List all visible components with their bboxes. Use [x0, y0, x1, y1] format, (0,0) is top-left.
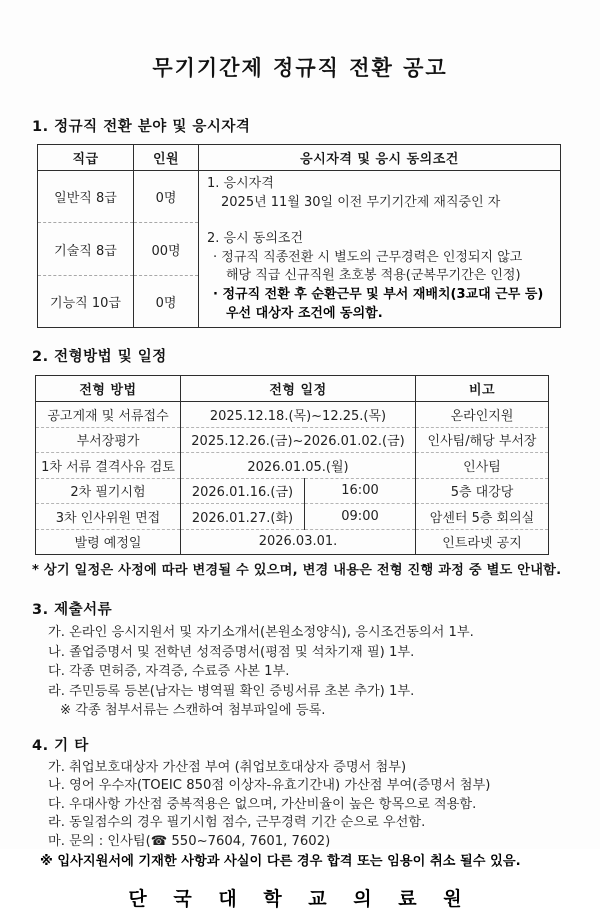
condition-line: 1. 응시자격 — [207, 176, 274, 191]
schedule-change-note: * 상기 일정은 사정에 따라 변경될 수 있으며, 변경 내용은 전형 진행 과정 중 별도 안내함. — [32, 563, 562, 579]
list-item: 나. 졸업증명서 및 전학년 성적증명서(평점 및 석차기재 필) 1부. — [48, 644, 415, 660]
table2-method-4: 3차 인사위원 면접 — [36, 504, 181, 530]
table2-note-0: 온라인지원 — [416, 402, 549, 428]
disqualification-note: ※ 입사지원서에 기재한 사항과 사실이 다른 경우 합격 또는 임용이 취소 될수 있음. — [40, 853, 521, 869]
list-item: 라. 주민등록 등본(남자는 병역필 확인 증빙서류 초본 추가) 1부. — [48, 683, 415, 699]
table2-header-note: 비고 — [416, 376, 549, 402]
table1-count-0: 0명 — [134, 171, 199, 223]
submission-documents-list — [48, 623, 600, 721]
table2-note-1: 인사팀/해당 부서장 — [416, 427, 549, 453]
table1-grade-2: 기능직 10급 — [38, 275, 134, 327]
list-item: 마. 문의 : 인사팀(☎ 550~7604, 7601, 7602) — [48, 834, 331, 850]
table2-method-1: 부서장평가 — [36, 427, 181, 453]
table2-schedule-3: 2026.01.16.(금) — [181, 478, 305, 504]
condition-line: 우선 대상자 조건에 동의함. — [226, 305, 383, 321]
table1-header-conditions: 응시자격 및 응시 동의조건 — [199, 145, 561, 171]
table2-header-row — [36, 376, 549, 402]
condition-spacer — [207, 212, 554, 230]
section4-heading: 4. 기 타 — [32, 737, 89, 754]
table1-conditions-cell — [199, 171, 561, 328]
table-row — [36, 478, 549, 504]
table-row — [36, 402, 549, 428]
table2-schedule-5: 2026.03.01. — [181, 529, 416, 555]
table2-method-3: 2차 필기시험 — [36, 478, 181, 504]
condition-line: 해당 직급 신규직원 초호봉 적용(군복무기간은 인정) — [226, 268, 521, 284]
table-row — [36, 529, 549, 555]
section1-heading: 1. 정규직 전환 분야 및 응시자격 — [32, 119, 251, 135]
condition-line: · 정규직 전환 후 순환근무 및 부서 재배치(3교대 근무 등) — [213, 286, 544, 302]
table2-method-2: 1차 서류 결격사유 검토 — [36, 453, 181, 479]
table2-schedule-1: 2025.12.26.(금)~2026.01.02.(금) — [181, 427, 416, 453]
condition-line: · 정규직 직종전환 시 별도의 근무경력은 인정되지 않고 — [213, 249, 523, 265]
table2-schedule-2: 2026.01.05.(월) — [181, 453, 416, 479]
table2-note-2: 인사팀 — [416, 453, 549, 479]
table1-header-count: 인원 — [134, 145, 199, 171]
table2-header-schedule: 전형 일정 — [181, 376, 416, 402]
table2-time-4: 09:00 — [305, 504, 416, 530]
table2-schedule-0: 2025.12.18.(목)~12.25.(목) — [181, 402, 416, 428]
table-row — [36, 453, 549, 479]
table2-note-3: 5층 대강당 — [416, 478, 549, 504]
table1-count-1: 00명 — [134, 223, 199, 275]
etc-list — [48, 759, 600, 852]
list-item: 라. 동일점수의 경우 필기시험 점수, 근무경력 기간 순으로 우선함. — [48, 815, 426, 831]
attachment-note: ※ 각종 첨부서류는 스캔하여 첨부파일에 등록. — [60, 703, 326, 719]
conditions-text — [207, 175, 554, 323]
table1-grade-1: 기술직 8급 — [38, 223, 134, 275]
table-row — [38, 171, 561, 223]
table1-header-row — [38, 145, 561, 171]
schedule-table — [35, 375, 549, 555]
condition-line: 2. 응시 동의조건 — [207, 231, 304, 247]
table2-method-5: 발령 예정일 — [36, 529, 181, 555]
list-item: 나. 영어 우수자(TOEIC 850점 이상자-유효기간내) 가산점 부여(증명서 첨부) — [48, 778, 491, 794]
condition-line: 2025년 11월 30일 이전 무기기간제 재직중인 자 — [221, 194, 501, 210]
table1-header-grade: 직급 — [38, 145, 134, 171]
organization-name: 단 국 대 학 교 의 료 원 — [128, 887, 472, 910]
table2-note-4: 암센터 5층 회의실 — [416, 504, 549, 530]
list-item: 가. 취업보호대상자 가산점 부여 (취업보호대상자 증명서 첨부) — [48, 759, 407, 775]
list-item: 다. 우대사항 가산점 중복적용은 없으며, 가산비율이 높은 항목으로 적용함. — [48, 796, 477, 812]
table-row — [36, 427, 549, 453]
list-item: 가. 온라인 응시지원서 및 자기소개서(본원소정양식), 응시조건동의서 1부. — [48, 625, 474, 641]
table2-time-3: 16:00 — [305, 478, 416, 504]
list-item: 다. 각종 면허증, 자격증, 수료증 사본 1부. — [48, 664, 290, 680]
table1-count-2: 0명 — [134, 275, 199, 327]
table2-header-method: 전형 방법 — [36, 376, 181, 402]
table1-grade-0: 일반직 8급 — [38, 171, 134, 223]
table2-method-0: 공고게재 및 서류접수 — [36, 402, 181, 428]
section3-heading: 3. 제출서류 — [32, 602, 113, 619]
table2-note-5: 인트라넷 공지 — [442, 536, 522, 552]
page-title: 무기기간제 정규직 전환 공고 — [152, 56, 448, 80]
table2-schedule-4: 2026.01.27.(화) — [181, 504, 305, 530]
section2-heading: 2. 전형방법 및 일정 — [32, 349, 167, 366]
table-row — [36, 504, 549, 530]
conversion-positions-table — [37, 144, 561, 328]
